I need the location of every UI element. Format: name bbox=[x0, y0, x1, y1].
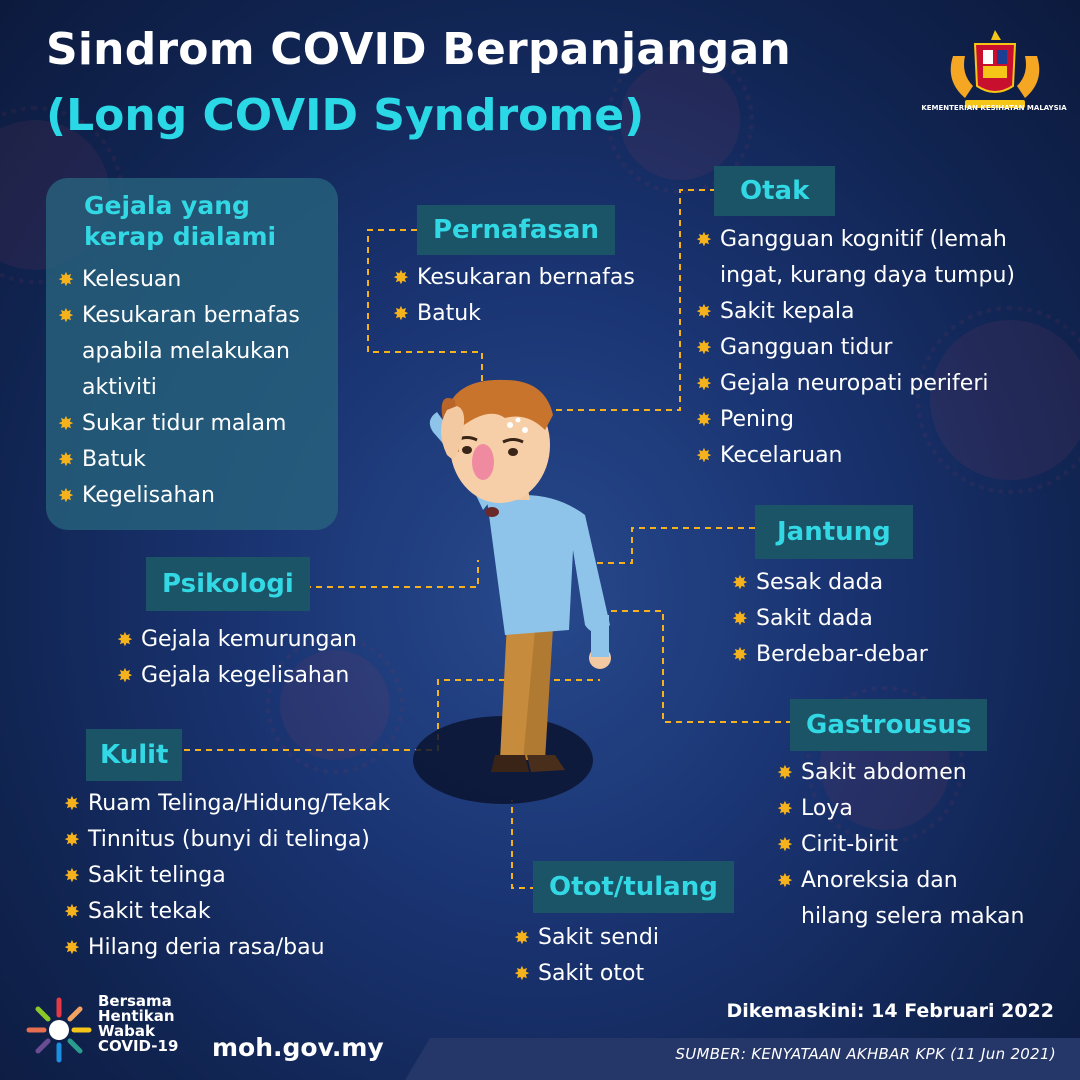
list-item-text: Ruam Telinga/Hidung/Tekak bbox=[88, 791, 391, 816]
sun-bullet-icon: ✸ bbox=[732, 644, 748, 666]
list-item-text: apabila melakukan bbox=[82, 339, 290, 364]
sun-bullet-icon: ✸ bbox=[514, 963, 530, 985]
list-item bbox=[732, 637, 928, 673]
sun-bullet-icon: ✸ bbox=[117, 665, 133, 687]
list-item bbox=[64, 822, 390, 858]
sun-bullet-icon: ✸ bbox=[393, 267, 409, 289]
sun-bullet-icon: ✸ bbox=[58, 269, 74, 291]
list-item bbox=[64, 930, 390, 966]
sun-bullet-icon: ✸ bbox=[514, 927, 530, 949]
list-item bbox=[696, 258, 1015, 294]
ministry-name: KEMENTERIAN KESIHATAN MALAYSIA bbox=[921, 104, 1067, 112]
slogan-line: Wabak bbox=[98, 1022, 155, 1040]
otak-list bbox=[696, 222, 1015, 474]
gastrousus-list bbox=[777, 755, 1024, 935]
list-item-text: Sakit sendi bbox=[538, 925, 659, 950]
sun-bullet-icon: ✸ bbox=[777, 870, 793, 892]
list-item bbox=[732, 601, 928, 637]
campaign-logo-icon bbox=[24, 995, 94, 1065]
sun-bullet-icon: ✸ bbox=[732, 608, 748, 630]
sun-bullet-icon: ✸ bbox=[777, 834, 793, 856]
tag-psikologi: Psikologi bbox=[146, 557, 310, 611]
tag-kulit: Kulit bbox=[86, 729, 182, 781]
sun-bullet-icon: ✸ bbox=[64, 793, 80, 815]
list-item bbox=[514, 920, 659, 956]
list-item bbox=[777, 791, 1024, 827]
sun-bullet-icon: ✸ bbox=[696, 229, 712, 251]
sun-bullet-icon: ✸ bbox=[58, 413, 74, 435]
list-item bbox=[514, 956, 659, 992]
list-item-text: Berdebar-debar bbox=[756, 642, 928, 667]
list-item bbox=[777, 755, 1024, 791]
pernafasan-list bbox=[393, 260, 635, 332]
sun-bullet-icon: ✸ bbox=[64, 865, 80, 887]
sun-bullet-icon: ✸ bbox=[732, 572, 748, 594]
slogan-line: COVID-19 bbox=[98, 1037, 179, 1055]
tag-otak: Otak bbox=[714, 166, 835, 216]
source-note: SUMBER: KENYATAAN AKHBAR KPK (11 Jun 2021) bbox=[675, 1045, 1056, 1063]
page-title: Sindrom COVID Berpanjangan bbox=[46, 24, 791, 75]
sun-bullet-icon: ✸ bbox=[64, 937, 80, 959]
list-item-text: Kegelisahan bbox=[82, 483, 215, 508]
tag-jantung: Jantung bbox=[755, 505, 913, 559]
tag-otot-tulang: Otot/tulang bbox=[533, 861, 734, 913]
sun-bullet-icon: ✸ bbox=[696, 445, 712, 467]
list-item-text: Sakit dada bbox=[756, 606, 873, 631]
sun-bullet-icon: ✸ bbox=[777, 798, 793, 820]
list-item-text: Loya bbox=[801, 796, 853, 821]
list-item-text: Cirit-birit bbox=[801, 832, 899, 857]
list-item-text: Batuk bbox=[82, 447, 146, 472]
website-link[interactable]: moh.gov.my bbox=[212, 1033, 384, 1062]
list-item bbox=[393, 296, 635, 332]
list-item-text: Kelesuan bbox=[82, 267, 182, 292]
sun-bullet-icon: ✸ bbox=[696, 301, 712, 323]
sun-bullet-icon: ✸ bbox=[393, 303, 409, 325]
campaign-slogan bbox=[98, 994, 178, 1054]
sun-bullet-icon: ✸ bbox=[696, 409, 712, 431]
list-item-text: Gejala neuropati periferi bbox=[720, 371, 989, 396]
list-item-text: Kesukaran bernafas bbox=[82, 303, 300, 328]
list-item-text: Batuk bbox=[417, 301, 481, 326]
list-item-text: Gejala kemurungan bbox=[141, 627, 357, 652]
list-item-text: hilang selera makan bbox=[801, 904, 1025, 929]
list-item-text: Sukar tidur malam bbox=[82, 411, 287, 436]
list-item-text: Sesak dada bbox=[756, 570, 884, 595]
jantung-list bbox=[732, 565, 928, 673]
common-symptoms-heading-line: kerap dialami bbox=[84, 222, 277, 251]
list-item bbox=[117, 658, 357, 694]
list-item-text: Sakit kepala bbox=[720, 299, 855, 324]
list-item-text: Pening bbox=[720, 407, 794, 432]
list-item-text: Sakit abdomen bbox=[801, 760, 967, 785]
list-item-text: Tinnitus (bunyi di telinga) bbox=[88, 827, 370, 852]
sun-bullet-icon: ✸ bbox=[117, 629, 133, 651]
list-item-text: Sakit otot bbox=[538, 961, 645, 986]
list-item bbox=[696, 366, 1015, 402]
list-item bbox=[64, 786, 390, 822]
list-item-text: Sakit telinga bbox=[88, 863, 226, 888]
sun-bullet-icon: ✸ bbox=[58, 449, 74, 471]
kulit-list bbox=[64, 786, 390, 966]
list-item-text: Anoreksia dan bbox=[801, 868, 958, 893]
list-item-text: ingat, kurang daya tumpu) bbox=[720, 263, 1015, 288]
page-subtitle: (Long COVID Syndrome) bbox=[46, 90, 645, 141]
list-item bbox=[393, 260, 635, 296]
list-item-text: Gangguan tidur bbox=[720, 335, 893, 360]
sun-bullet-icon: ✸ bbox=[696, 373, 712, 395]
tag-gastrousus: Gastrousus bbox=[790, 699, 987, 751]
list-item bbox=[696, 294, 1015, 330]
list-item bbox=[732, 565, 928, 601]
list-item bbox=[696, 222, 1015, 258]
list-item-text: aktiviti bbox=[82, 375, 157, 400]
sun-bullet-icon: ✸ bbox=[777, 762, 793, 784]
list-item-text: Kecelaruan bbox=[720, 443, 843, 468]
common-symptoms-heading-line: Gejala yang bbox=[84, 191, 250, 220]
tag-pernafasan: Pernafasan bbox=[417, 205, 615, 255]
list-item-text: Hilang deria rasa/bau bbox=[88, 935, 325, 960]
list-item bbox=[696, 402, 1015, 438]
list-item bbox=[64, 894, 390, 930]
list-item-text: Gangguan kognitif (lemah bbox=[720, 227, 1007, 252]
list-item bbox=[777, 827, 1024, 863]
list-item bbox=[777, 863, 1024, 899]
list-item bbox=[64, 858, 390, 894]
psikologi-list bbox=[117, 622, 357, 694]
sick-person-illustration bbox=[395, 360, 625, 810]
list-item-text: Gejala kegelisahan bbox=[141, 663, 350, 688]
list-item-text: Sakit tekak bbox=[88, 899, 211, 924]
sun-bullet-icon: ✸ bbox=[696, 337, 712, 359]
sun-bullet-icon: ✸ bbox=[64, 901, 80, 923]
sun-bullet-icon: ✸ bbox=[58, 485, 74, 507]
list-item bbox=[696, 438, 1015, 474]
sun-bullet-icon: ✸ bbox=[58, 305, 74, 327]
list-item bbox=[777, 899, 1024, 935]
list-item-text: Kesukaran bernafas bbox=[417, 265, 635, 290]
slogan-line: Bersama bbox=[98, 992, 172, 1010]
sun-bullet-icon: ✸ bbox=[64, 829, 80, 851]
updated-date: Dikemaskini: 14 Februari 2022 bbox=[726, 1000, 1054, 1022]
slogan-line: Hentikan bbox=[98, 1007, 175, 1025]
list-item bbox=[696, 330, 1015, 366]
list-item bbox=[117, 622, 357, 658]
otot-tulang-list bbox=[514, 920, 659, 992]
